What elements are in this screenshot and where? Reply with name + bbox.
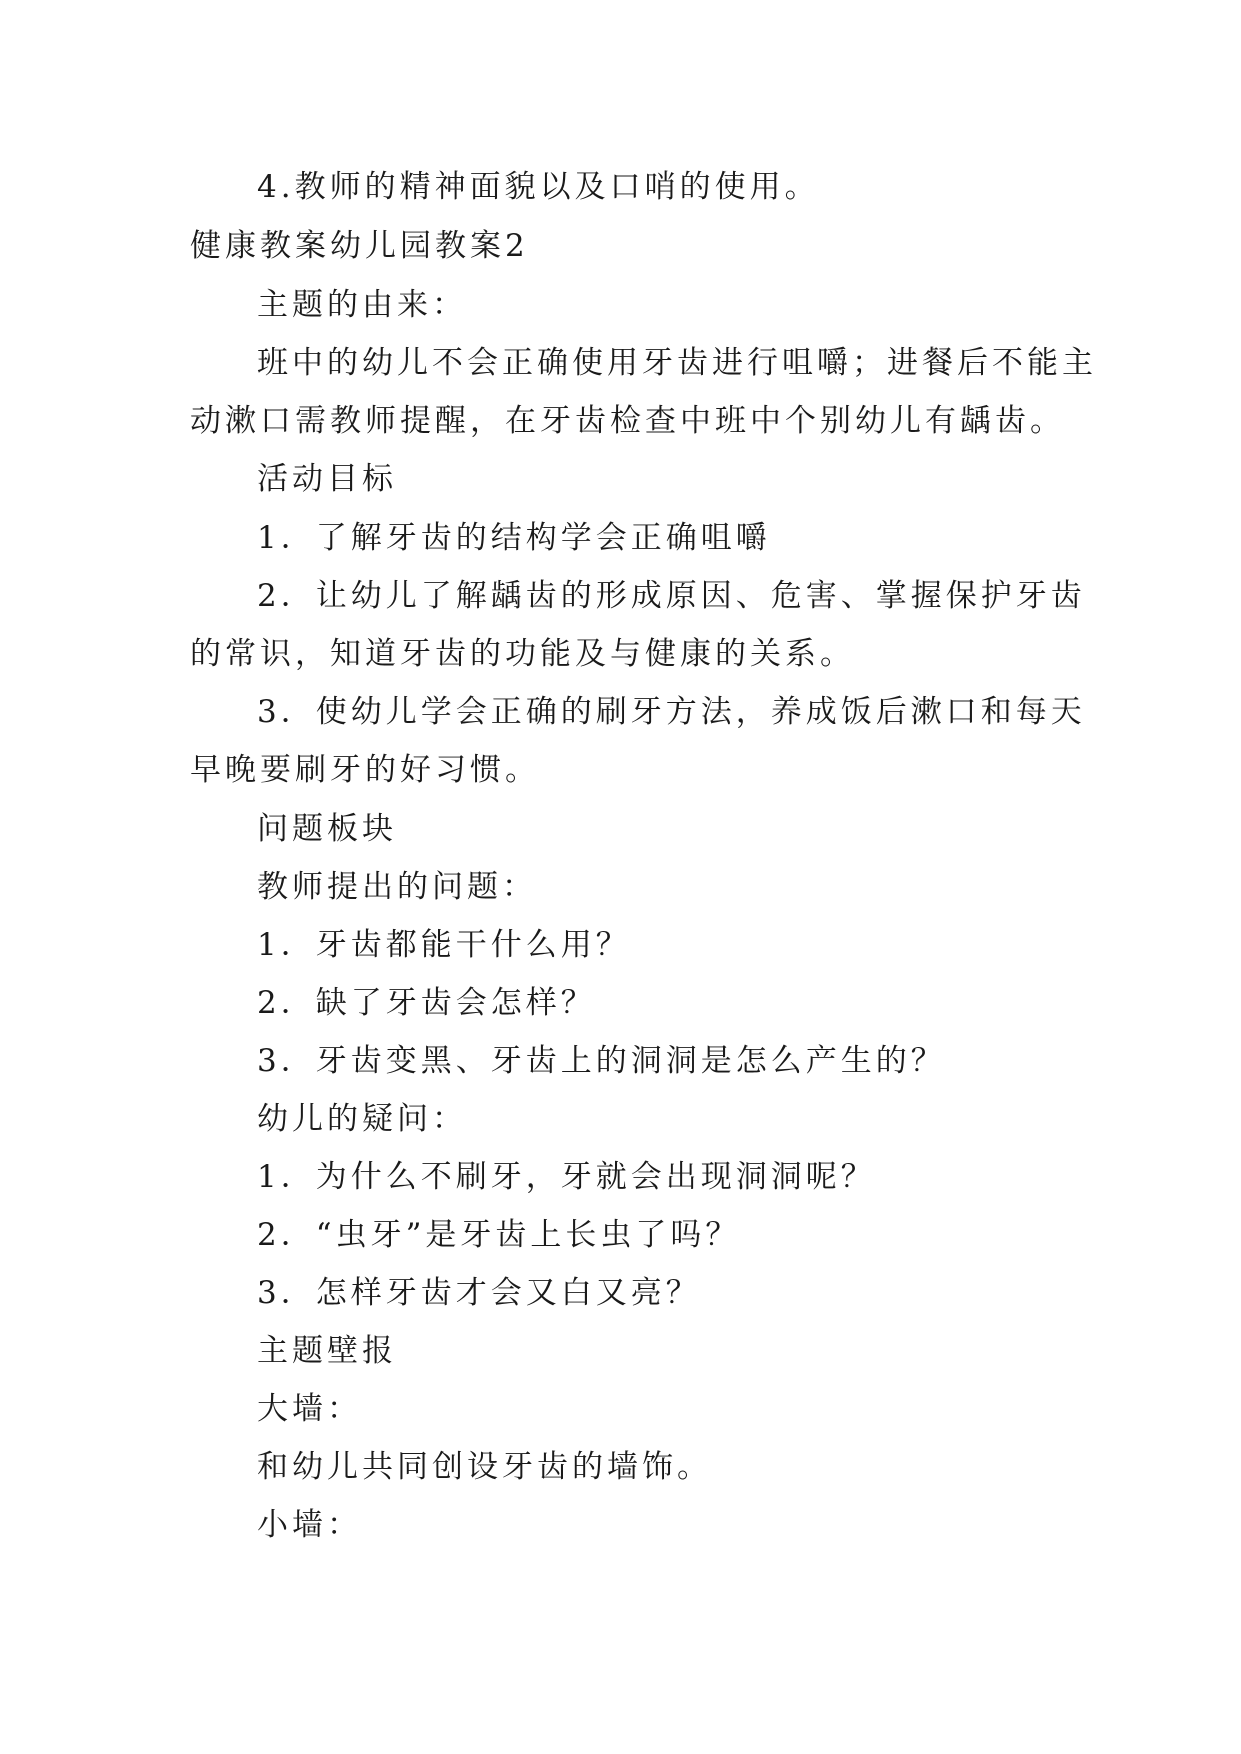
child-question-3: 3．怎样牙齿才会又白又亮？ [257, 1275, 701, 1311]
subheading-teacher-questions: 教师提出的问题： [257, 869, 537, 905]
teacher-question-2: 2．缺了牙齿会怎样？ [257, 985, 596, 1021]
subheading-goals: 活动目标 [257, 461, 397, 497]
child-question-2: 2．“虫牙”是牙齿上长虫了吗？ [257, 1217, 741, 1253]
paragraph-origin-line2: 动漱口需教师提醒，在牙齿检查中班中个别幼儿有龋齿。 [190, 403, 1065, 439]
goal-item-3-line2: 早晚要刷牙的好习惯。 [190, 752, 540, 788]
goal-item-1: 1．了解牙齿的结构学会正确咀嚼 [257, 520, 771, 556]
subheading-wall-board: 主题壁报 [257, 1333, 397, 1369]
child-question-1: 1．为什么不刷牙，牙就会出现洞洞呢？ [257, 1159, 876, 1195]
subheading-child-questions: 幼儿的疑问： [257, 1101, 467, 1137]
goal-item-2-line2: 的常识，知道牙齿的功能及与健康的关系。 [190, 636, 855, 672]
goal-item-2-line1: 2．让幼儿了解龋齿的形成原因、危害、掌握保护牙齿 [257, 578, 1086, 614]
paragraph-teacher-spirit: 4.教师的精神面貌以及口哨的使用。 [257, 169, 820, 205]
subheading-small-wall: 小墙： [257, 1507, 362, 1543]
goal-item-3-line1: 3．使幼儿学会正确的刷牙方法，养成饭后漱口和每天 [257, 694, 1086, 730]
paragraph-big-wall: 和幼儿共同创设牙齿的墙饰。 [257, 1449, 712, 1485]
teacher-question-3: 3．牙齿变黑、牙齿上的洞洞是怎么产生的？ [257, 1043, 946, 1079]
subheading-questions: 问题板块 [257, 811, 397, 847]
subheading-big-wall: 大墙： [257, 1391, 362, 1427]
subheading-origin: 主题的由来： [257, 287, 467, 323]
teacher-question-1: 1．牙齿都能干什么用？ [257, 927, 631, 963]
paragraph-origin-line1: 班中的幼儿不会正确使用牙齿进行咀嚼；进餐后不能主 [257, 345, 1097, 381]
section-heading: 健康教案幼儿园教案2 [190, 228, 529, 264]
